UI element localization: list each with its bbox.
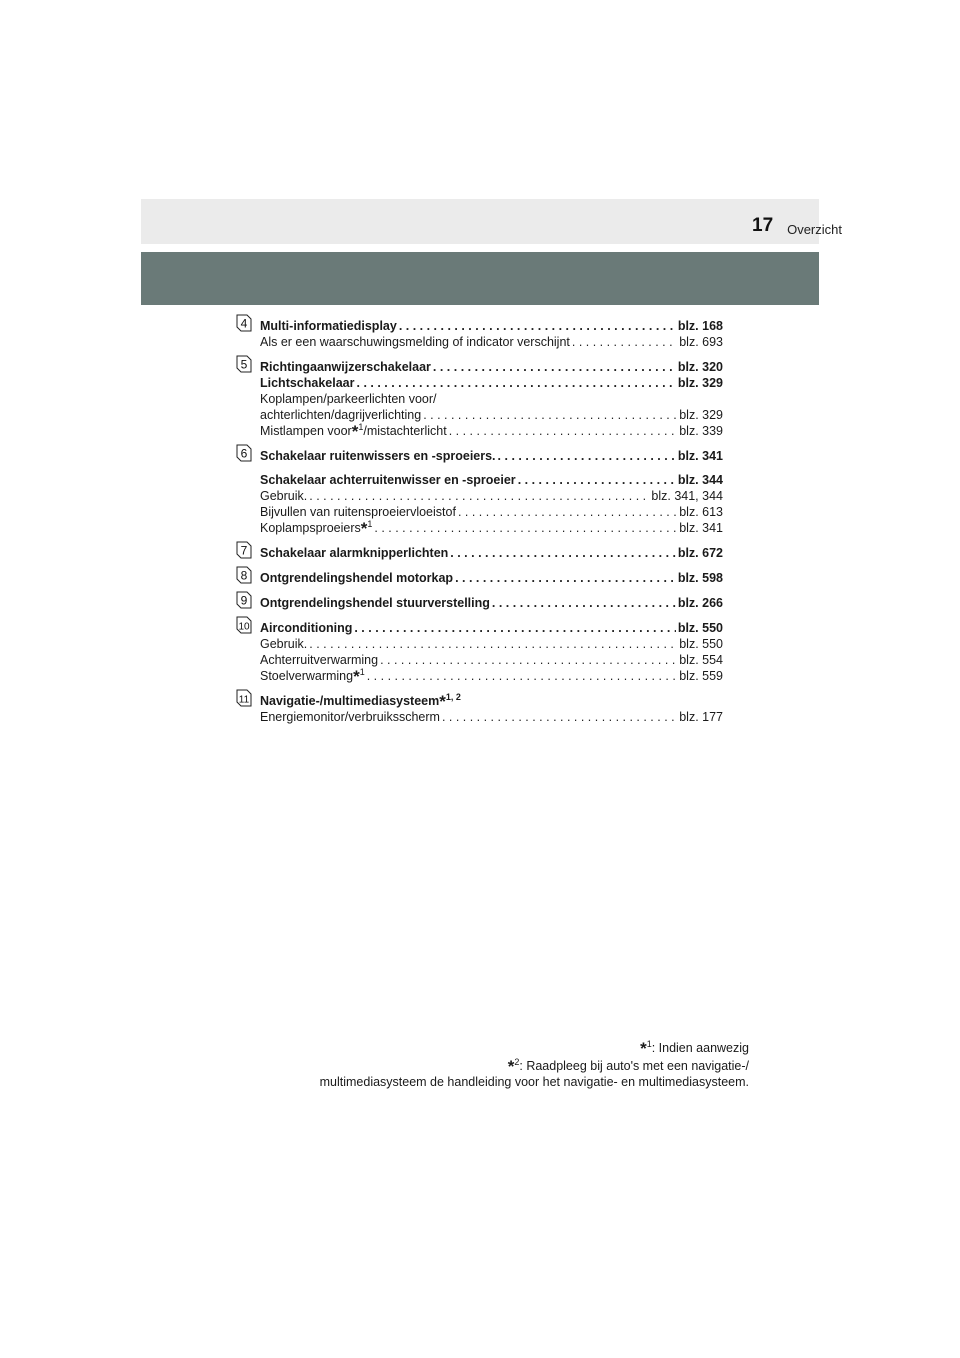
footnote-mark: 2 <box>514 1056 520 1067</box>
toc-main-entry <box>260 570 723 586</box>
footnote-ref: 1, 2 <box>445 691 461 702</box>
toc-main-entry <box>260 620 723 636</box>
toc-entry <box>236 620 723 684</box>
footnote-ref: 1 <box>358 421 364 432</box>
svg-text:11: 11 <box>238 694 250 706</box>
header-band <box>141 252 819 305</box>
entry-label-text: Koplampsproeiers <box>260 521 361 535</box>
toc-main-entry <box>260 375 723 391</box>
entry-label <box>260 407 421 423</box>
entry-label-text: Bijvullen van ruitensproeiervloeistof <box>260 505 456 519</box>
entry-label <box>260 375 355 391</box>
entry-label <box>260 709 440 725</box>
marker-icon <box>236 444 252 462</box>
entry-label-text: Lichtschakelaar <box>260 376 355 390</box>
page-reference[interactable]: blz. 341, 344 <box>651 489 723 503</box>
entry-label-text: Richtingaanwijzerschakelaar <box>260 360 431 374</box>
toc-subentry <box>260 668 723 684</box>
footnote-text: multimediasysteem de handleiding voor het navigatie- en multimediasysteem. <box>319 1075 749 1089</box>
entry-label-text: Mistlampen voor <box>260 424 352 438</box>
page-reference[interactable]: blz. 672 <box>677 546 723 560</box>
marker-icon <box>236 541 252 559</box>
footnote-text: : Raadpleeg bij auto's met een navigatie-/ <box>519 1059 749 1073</box>
dot-leader <box>492 595 676 611</box>
entry-label <box>260 668 365 684</box>
asterisk-icon: * <box>640 1039 647 1058</box>
dot-leader <box>367 668 677 684</box>
entry-label <box>260 652 378 668</box>
footnote-ref: 1 <box>359 666 365 677</box>
dot-leader <box>309 488 649 504</box>
asterisk-icon: * <box>353 667 360 686</box>
toc-entry <box>236 545 723 561</box>
dot-leader <box>380 652 677 668</box>
svg-text:9: 9 <box>240 593 248 608</box>
entry-label-text: Airconditioning <box>260 621 353 635</box>
footnote-mark: 1 <box>646 1038 652 1049</box>
entry-label-text: Schakelaar alarmknipperlichten <box>260 546 449 560</box>
dot-leader <box>449 423 678 439</box>
toc-subentry <box>260 504 723 520</box>
entry-label-text: Navigatie-/multimediasysteem <box>260 694 440 708</box>
entry-label <box>260 472 516 488</box>
entry-label-text-cont: /mistachterlicht <box>363 424 447 438</box>
entry-label <box>260 334 570 350</box>
entry-label <box>260 595 490 611</box>
toc-subentry <box>260 636 723 652</box>
entry-label <box>260 423 447 439</box>
asterisk-icon: * <box>351 422 359 441</box>
toc-main-entry <box>260 318 723 334</box>
page-reference[interactable]: blz. 613 <box>679 505 723 519</box>
dot-leader <box>374 520 677 536</box>
toc-entry <box>236 318 723 350</box>
entry-label <box>260 620 352 636</box>
header-bar <box>141 199 819 244</box>
toc-main-entry <box>260 595 723 611</box>
page-reference[interactable]: blz. 344 <box>677 473 723 487</box>
entry-label <box>260 392 437 406</box>
dot-leader <box>399 318 676 334</box>
footnote-ref: 1 <box>367 518 373 529</box>
dot-leader <box>433 359 676 375</box>
page-reference[interactable]: blz. 329 <box>677 376 723 390</box>
toc-entry <box>236 693 723 725</box>
footnote-text: : Indien aanwezig <box>651 1041 749 1055</box>
entry-label-text: Gebruik. <box>260 489 308 503</box>
entry-label <box>260 520 372 536</box>
entry-label <box>260 448 496 464</box>
toc-entry <box>236 595 723 611</box>
entry-label-text: Stoelverwarming <box>260 669 354 683</box>
toc-entry <box>236 359 723 439</box>
marker-icon <box>236 591 252 609</box>
dot-leader <box>442 709 677 725</box>
footnotes <box>320 1040 749 1090</box>
page-reference[interactable]: blz. 266 <box>677 596 723 610</box>
dot-leader <box>498 448 676 464</box>
page-reference[interactable]: blz. 341 <box>677 449 723 463</box>
svg-text:8: 8 <box>240 568 248 583</box>
dot-leader <box>423 407 677 423</box>
toc-subentry <box>260 407 723 423</box>
toc-main-entry <box>260 359 723 375</box>
svg-text:4: 4 <box>240 316 248 331</box>
toc-subentry <box>260 391 723 407</box>
entry-label <box>260 359 431 375</box>
svg-text:10: 10 <box>238 621 250 633</box>
footnote <box>320 1058 749 1074</box>
entry-label <box>260 691 461 711</box>
toc-main-entry <box>260 545 723 561</box>
footnote <box>320 1040 749 1056</box>
toc-main-entry <box>260 693 723 709</box>
asterisk-icon: * <box>507 1057 515 1076</box>
entry-label-text: Energiemonitor/verbruiksscherm <box>260 710 440 724</box>
entry-label <box>260 636 307 652</box>
dot-leader <box>458 504 677 520</box>
table-of-contents <box>236 318 723 725</box>
dot-leader <box>455 570 676 586</box>
entry-label-text: Schakelaar achterruitenwisser en -sproeier <box>260 473 516 487</box>
toc-subentry <box>260 709 723 725</box>
page-reference[interactable]: blz. 559 <box>679 669 723 683</box>
asterisk-icon: * <box>439 692 446 711</box>
entry-label-text: Koplampen/parkeerlichten voor/ <box>260 392 437 406</box>
entry-label <box>260 488 307 504</box>
marker-icon <box>236 689 252 707</box>
entry-label-text: Ontgrendelingshendel motorkap <box>260 571 454 585</box>
toc-entry <box>236 448 723 536</box>
dot-leader <box>518 472 676 488</box>
dot-leader <box>450 545 676 561</box>
footnote <box>320 1074 749 1090</box>
dot-leader <box>309 636 677 652</box>
dot-leader <box>572 334 677 350</box>
entry-label <box>260 570 453 586</box>
page-reference[interactable]: blz. 554 <box>679 653 723 667</box>
dot-leader <box>357 375 676 391</box>
marker-icon <box>236 616 252 634</box>
entry-label-text: Ontgrendelingshendel stuurverstelling <box>260 596 490 610</box>
entry-label-text: achterlichten/dagrijverlichting <box>260 408 422 422</box>
page-reference[interactable]: blz. 598 <box>677 571 723 585</box>
entry-label-text: Als er een waarschuwingsmelding of indicator verschijnt <box>260 335 570 349</box>
svg-text:7: 7 <box>240 543 248 558</box>
entry-label-text: Achterruitverwarming <box>260 653 379 667</box>
svg-text:5: 5 <box>240 357 248 372</box>
page-reference[interactable]: blz. 177 <box>679 710 723 724</box>
toc-subentry <box>260 652 723 668</box>
section-title: Overzicht <box>787 222 842 237</box>
toc-subentry <box>260 423 723 439</box>
page-reference[interactable]: blz. 341 <box>679 521 723 535</box>
entry-label-text: Multi-informatiedisplay <box>260 319 397 333</box>
marker-icon <box>236 566 252 584</box>
asterisk-icon: * <box>360 519 368 538</box>
toc-subentry <box>260 488 723 504</box>
entry-label <box>260 545 448 561</box>
entry-label-text: Schakelaar ruitenwissers en -sproeiers. <box>260 449 496 463</box>
page-reference[interactable]: blz. 320 <box>677 360 723 374</box>
toc-main-entry <box>260 448 723 464</box>
toc-main-entry <box>260 472 723 488</box>
dot-leader <box>354 620 675 636</box>
marker-icon <box>236 314 252 332</box>
page-reference[interactable]: blz. 550 <box>677 621 723 635</box>
entry-label <box>260 504 456 520</box>
page-reference[interactable]: blz. 550 <box>679 637 723 651</box>
page-reference[interactable]: blz. 168 <box>677 319 723 333</box>
toc-subentry <box>260 520 723 536</box>
toc-entry <box>236 570 723 586</box>
entry-label-text: Gebruik. <box>260 637 308 651</box>
page-reference[interactable]: blz. 339 <box>679 424 723 438</box>
svg-text:6: 6 <box>240 446 248 461</box>
page-number: 17 <box>752 215 774 236</box>
page-reference[interactable]: blz. 693 <box>679 335 723 349</box>
toc-subentry <box>260 334 723 350</box>
entry-label <box>260 318 397 334</box>
page-reference[interactable]: blz. 329 <box>679 408 723 422</box>
marker-icon <box>236 355 252 373</box>
